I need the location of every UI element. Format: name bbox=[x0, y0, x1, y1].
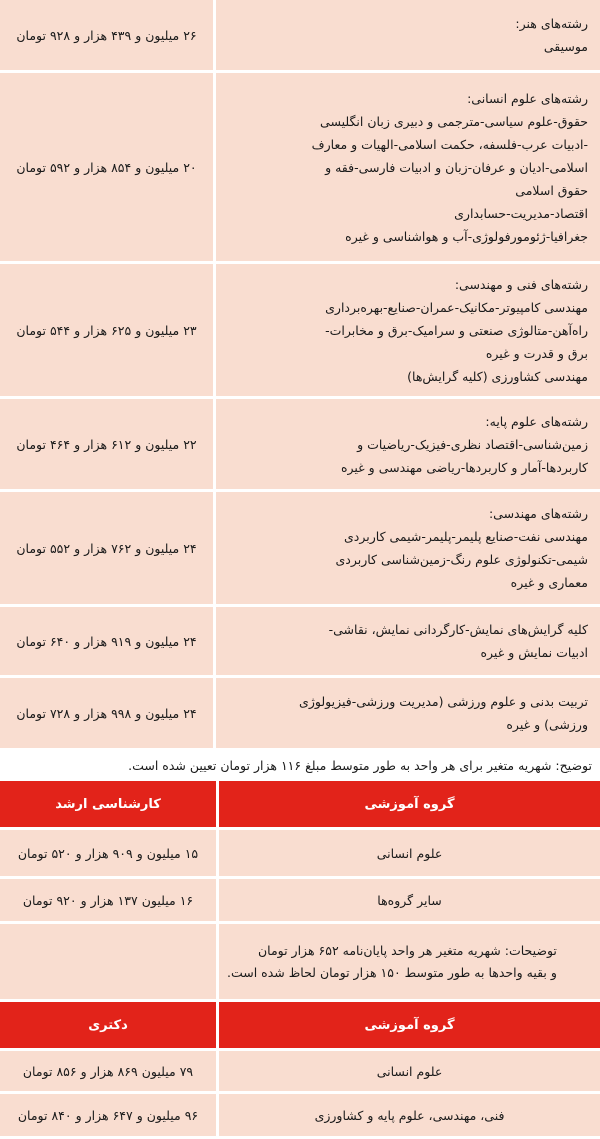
tuition-amount-cell: ۲۰ میلیون و ۸۵۴ هزار و ۵۹۲ تومان bbox=[0, 73, 213, 261]
tuition-amount-cell: ۲۴ میلیون و ۹۹۸ هزار و ۷۲۸ تومان bbox=[0, 678, 213, 748]
tuition-amount-cell: ۲۴ میلیون و ۹۱۹ هزار و ۶۴۰ تومان bbox=[0, 607, 213, 675]
table-row bbox=[0, 264, 600, 399]
field-group-cell: رشته‌های علوم پایه: زمین‌شناسی-اقتصاد نظری-فیزیک-ریاضیات و کاربردها-آمار و کاربردها-ریاضی مهندسی و غیره bbox=[213, 399, 600, 489]
table-row bbox=[0, 492, 600, 607]
tuition-amount-cell: ۹۶ میلیون و ۶۴۷ هزار و ۸۴۰ تومان bbox=[0, 1094, 216, 1136]
field-group-cell: فنی، مهندسی، علوم پایه و کشاورزی bbox=[216, 1094, 600, 1136]
field-group-cell: علوم انسانی bbox=[216, 1051, 600, 1091]
doctoral-tuition-table bbox=[0, 1002, 600, 1139]
table-row bbox=[0, 399, 600, 492]
field-group-cell: سایر گروه‌ها bbox=[216, 879, 600, 921]
tuition-amount-cell: ۱۶ میلیون ۱۳۷ هزار و ۹۲۰ تومان bbox=[0, 879, 216, 921]
table-row bbox=[0, 0, 600, 73]
table-header-row bbox=[0, 1002, 600, 1051]
table-row bbox=[0, 924, 600, 1002]
tuition-amount-cell: ۲۲ میلیون و ۶۱۲ هزار و ۴۶۴ تومان bbox=[0, 399, 213, 489]
tuition-amount-cell: ۲۶ میلیون و ۴۳۹ هزار و ۹۲۸ تومان bbox=[0, 0, 213, 70]
tuition-amount-cell: ۲۳ میلیون و ۶۲۵ هزار و ۵۴۴ تومان bbox=[0, 264, 213, 396]
table-row bbox=[0, 1051, 600, 1094]
table-row bbox=[0, 607, 600, 678]
field-group-cell: رشته‌های علوم انسانی: حقوق-علوم سیاسی-مترجمی و دبیری زبان انگلیسی -ادبیات عرب-فلسفه، حکمت اسلامی-الهیات و معارف اسلامی-ادیان و عرفان-زبان و ادبیات فارسی-فقه و حقوق اسلامی اقتصاد-مدیریت-حسابداری جغرافیا-ژئومورفولوژی-آب و هواشناسی و غیره bbox=[213, 73, 600, 261]
table-header-row bbox=[0, 781, 600, 830]
table-row bbox=[0, 879, 600, 924]
masters-note-cell: توضیحات: شهریه متغیر هر واحد پایان‌نامه ۶۵۲ هزار تومان و بقیه واحدها به طور متوسط ۱۵۰ هزار تومان لحاظ شده است. bbox=[216, 924, 600, 999]
field-group-cell: رشته‌های فنی و مهندسی: مهندسی کامپیوتر-مکانیک-عمران-صنایع-بهره‌برداری راه‌آهن-متالوژی صنعتی و سرامیک-برق و مخابرات- برق و قدرت و غیره مهندسی کشاورزی (کلیه گرایش‌ها) bbox=[213, 264, 600, 396]
tuition-amount-cell: ۱۵ میلیون و ۹۰۹ هزار و ۵۲۰ تومان bbox=[0, 830, 216, 876]
header-educational-group: گروه آموزشی bbox=[216, 1002, 600, 1048]
field-group-cell: علوم انسانی bbox=[216, 830, 600, 876]
field-group-cell: تربیت بدنی و علوم ورزشی (مدیریت ورزشی-فیزیولوژی ورزشی) و غیره bbox=[213, 678, 600, 748]
header-masters: کارشناسی ارشد bbox=[0, 781, 216, 827]
table-row bbox=[0, 1094, 600, 1139]
tuition-amount-cell: ۷۹ میلیون ۸۶۹ هزار و ۸۵۶ تومان bbox=[0, 1051, 216, 1091]
table-row bbox=[0, 830, 600, 879]
variable-tuition-note: توضیح: شهریه متغیر برای هر واحد به طور متوسط مبلغ ۱۱۶ هزار تومان تعیین شده است. bbox=[128, 758, 592, 773]
header-educational-group: گروه آموزشی bbox=[216, 781, 600, 827]
masters-tuition-table bbox=[0, 781, 600, 1002]
tuition-amount-cell: ۲۴ میلیون و ۷۶۲ هزار و ۵۵۲ تومان bbox=[0, 492, 213, 604]
field-group-cell: رشته‌های هنر: موسیقی bbox=[213, 0, 600, 70]
field-group-cell: کلیه گرایش‌های نمایش-کارگردانی نمایش، نقاشی- ادبیات نمایش و غیره bbox=[213, 607, 600, 675]
empty-cell bbox=[0, 924, 216, 999]
field-group-cell: رشته‌های مهندسی: مهندسی نفت-صنایع پلیمر-پلیمر-شیمی کاربردی شیمی-تکنولوژی علوم رنگ-زمین‌شناسی کاربردی معماری و غیره bbox=[213, 492, 600, 604]
table-row bbox=[0, 678, 600, 751]
header-doctoral: دکتری bbox=[0, 1002, 216, 1048]
table-row bbox=[0, 73, 600, 264]
